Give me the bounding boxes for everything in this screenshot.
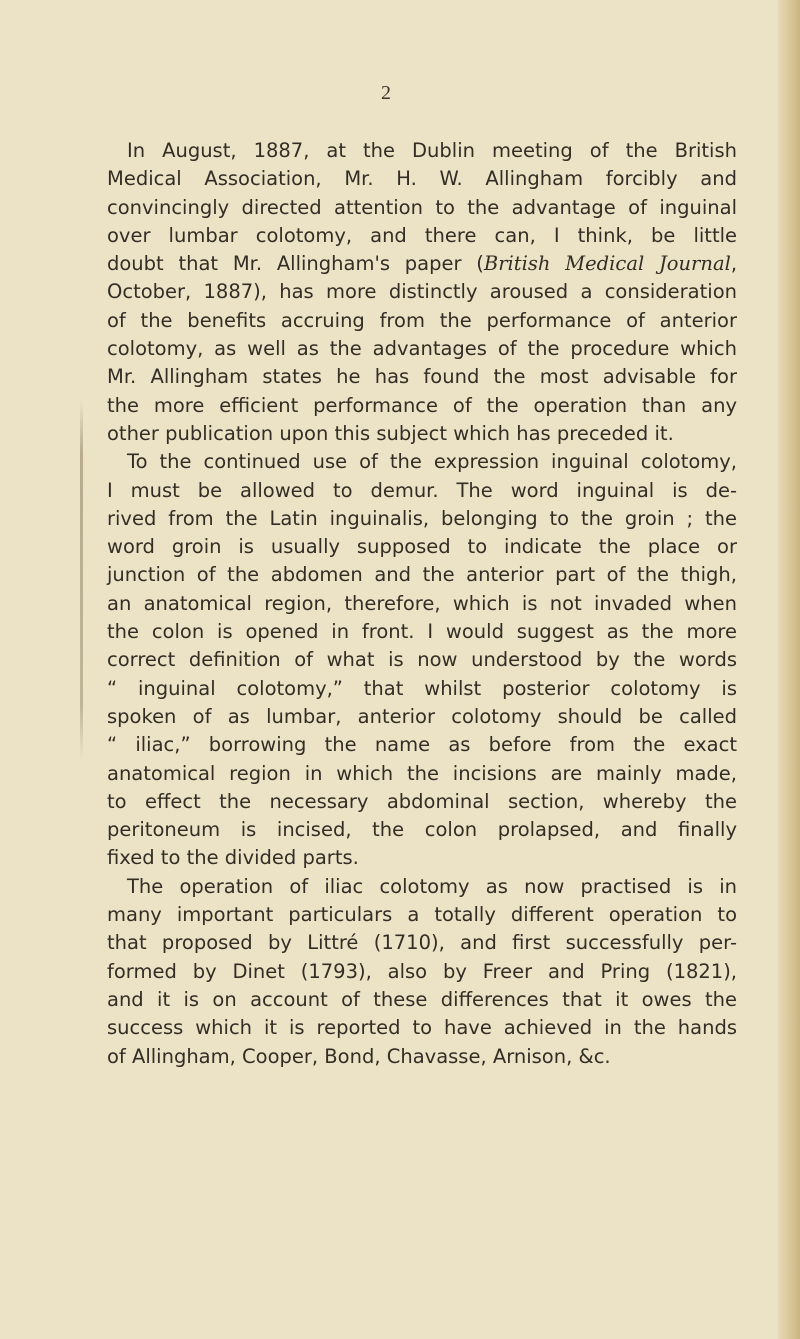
text-line: rived from the Latin inguinalis, belonging to the groin ; the	[107, 506, 737, 530]
text-line: to effect the necessary abdominal section, whereby the	[107, 789, 737, 813]
text-line: convincingly directed attention to the advantage of inguinal	[107, 195, 737, 219]
text-line: over lumbar colotomy, and there can, I think, be little	[107, 223, 737, 247]
page-number: 2	[381, 82, 391, 104]
body-text	[107, 137, 737, 1071]
text-line: junction of the abdomen and the anterior part of the thigh,	[107, 563, 737, 587]
text-line: many important particulars a totally different operation to	[107, 903, 737, 927]
text-line: the colon is opened in front. I would suggest as the more	[107, 620, 737, 644]
text-line: of Allingham, Cooper, Bond, Chavasse, Arnison, &c.	[107, 1044, 611, 1068]
text-line: October, 1887), has more distinctly aroused a consideration	[107, 280, 737, 304]
text-line: “ inguinal colotomy,” that whilst posterior colotomy is	[107, 676, 737, 700]
text-line: and it is on account of these differences that it owes the	[107, 987, 737, 1011]
text-line: fixed to the divided parts.	[107, 846, 359, 870]
text-line: success which it is reported to have achieved in the hands	[107, 1016, 737, 1040]
journal-title: British Medical Journal	[483, 252, 731, 276]
text-line: The operation of iliac colotomy as now practised is in	[127, 874, 737, 898]
text-line: I must be allowed to demur. The word inguinal is de-	[107, 478, 737, 502]
text-line: word groin is usually supposed to indicate the place or	[107, 535, 737, 559]
text-line: Mr. Allingham states he has found the most advisable for	[107, 365, 737, 389]
text-line: In August, 1887, at the Dublin meeting of the British	[127, 139, 737, 162]
text-line: doubt that Mr. Allingham's paper (British Medical Journal,	[107, 252, 738, 276]
paragraph-1	[107, 137, 737, 448]
text-line: an anatomical region, therefore, which is not invaded when	[107, 591, 737, 615]
text-line: “ iliac,” borrowing the name as before from the exact	[107, 733, 737, 757]
text-line: anatomical region in which the incisions are mainly made,	[107, 761, 737, 785]
text-line: To the continued use of the expression inguinal colotomy,	[127, 450, 737, 474]
text-line: the more efficient performance of the operation than any	[107, 393, 737, 417]
text-line: spoken of as lumbar, anterior colotomy should be called	[107, 704, 737, 728]
text-line: correct definition of what is now understood by the words	[107, 648, 737, 672]
page-edge-shadow	[778, 0, 800, 1339]
text-line: of the benefits accruing from the performance of anterior	[107, 308, 737, 332]
text-line: colotomy, as well as the advantages of the procedure which	[107, 337, 737, 361]
paragraph-2	[107, 448, 737, 872]
text-line: peritoneum is incised, the colon prolapsed, and finally	[107, 818, 737, 842]
paragraph-3	[107, 873, 737, 1071]
text-line: Medical Association, Mr. H. W. Allingham forcibly and	[107, 167, 737, 191]
margin-pencil-mark	[80, 400, 83, 760]
text-line: that proposed by Littré (1710), and first successfully per-	[107, 931, 737, 955]
text-line: formed by Dinet (1793), also by Freer and Pring (1821),	[107, 959, 737, 983]
text-line: other publication upon this subject which has preceded it.	[107, 421, 674, 445]
